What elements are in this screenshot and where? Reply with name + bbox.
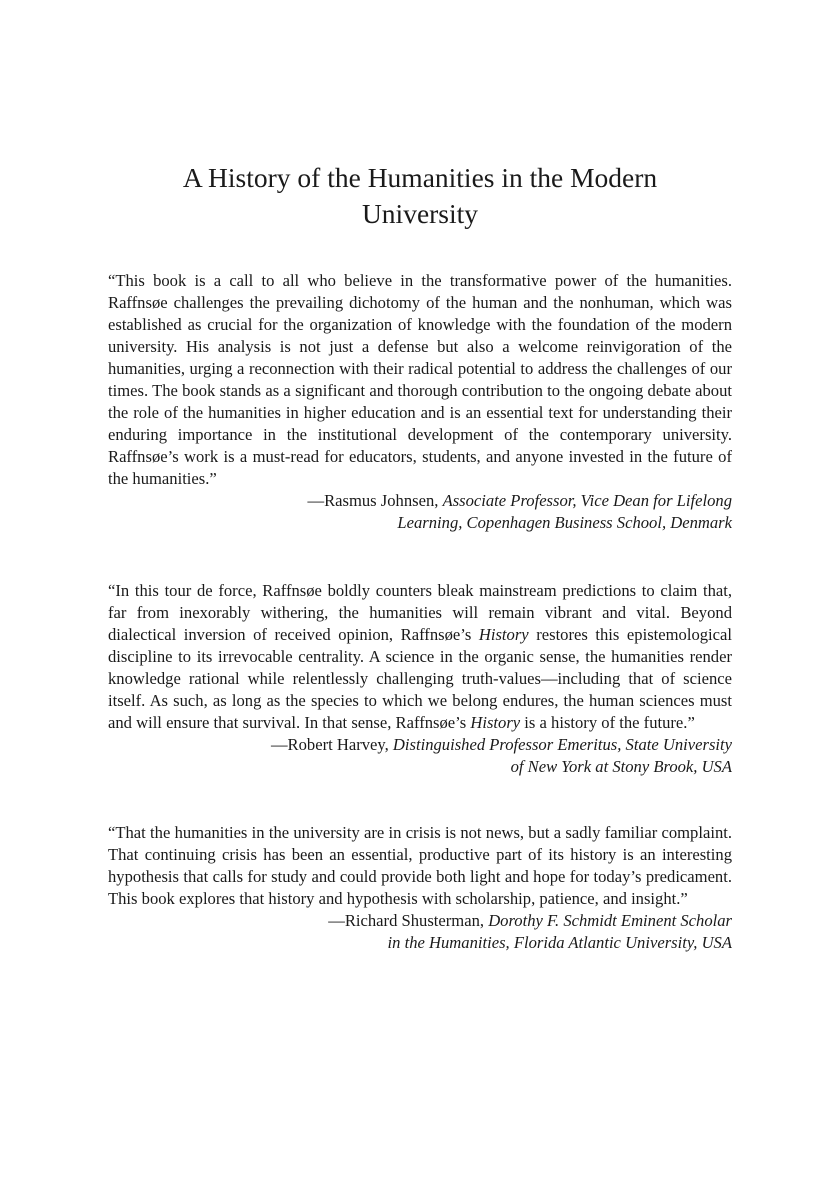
endorsement-author: —Richard Shusterman, — [328, 911, 485, 930]
endorsement-attribution — [108, 910, 732, 954]
endorsement-role-line-1: Distinguished Professor Emeritus, State University — [392, 735, 732, 754]
endorsement-author: —Robert Harvey, — [270, 735, 389, 754]
book-title-italic: History — [478, 625, 529, 644]
quote-text: “In this tour de force, Raffnsøe boldly counters bleak mainstream predictions to claim that, far from inexorably withering, the humanities will remain vibrant and vital. Beyond dialectical inversion of received opinion, Raffnsøe’s — [108, 581, 732, 644]
quote-text: is a history of the future.” — [520, 713, 695, 732]
endorsement-role-line-2: Learning, Copenhagen Business School, Denmark — [397, 513, 732, 532]
endorsement-johnsen — [108, 270, 732, 534]
endorsement-shusterman — [108, 822, 732, 954]
endorsement-harvey — [108, 580, 732, 778]
endorsement-attribution — [108, 490, 732, 534]
endorsement-quote — [108, 580, 732, 734]
title-line-2: University — [361, 198, 479, 229]
book-title-italic: History — [470, 713, 521, 732]
endorsement-quote: “That the humanities in the university are in crisis is not news, but a sadly familiar complaint. That continuing crisis has been an essential, productive part of its history is an interesting hypothesis that calls for study and could provide both light and hope for today’s predicament. This book explores that history and hypothesis with scholarship, patience, and insight.” — [108, 823, 732, 908]
endorsement-role-line-1: Dorothy F. Schmidt Eminent Scholar — [488, 911, 732, 930]
page-title — [108, 160, 732, 232]
endorsement-role-line-1: Associate Professor, Vice Dean for Lifelong — [442, 491, 732, 510]
book-page — [108, 0, 732, 1191]
endorsement-quote: “This book is a call to all who believe in the transformative power of the humanities. Raffnsøe challenges the prevailing dichotomy of the human and the nonhuman, which was established as crucial for the organization of knowledge with the foundation of the modern university. His analysis is not just a defense but also a welcome reinvigoration of the humanities, urging a reconnection with their radical potential to address the challenges of our times. The book stands as a significant and thorough contribution to the ongoing debate about the role of the humanities in higher education and is an essential text for understanding their enduring importance in the institutional development of the contemporary university. Raffnsøe’s work is a must-read for educators, students, and anyone invested in the future of the humanities.” — [108, 271, 732, 488]
endorsement-attribution — [108, 734, 732, 778]
quote-text: restores this epistemological discipline to its irrevocable centrality. A science in the organic sense, the humanities render knowledge rational while relentlessly challenging truth-values—including that of science itself. As such, as long as the species to which we belong endures, the human sciences must and will ensure that survival. In that sense, Raffnsøe’s — [108, 625, 733, 732]
title-line-1: A History of the Humanities in the Modern — [182, 162, 658, 193]
endorsement-role-line-2: in the Humanities, Florida Atlantic University, USA — [387, 933, 732, 952]
endorsement-role-line-2: of New York at Stony Brook, USA — [510, 757, 732, 776]
endorsement-author: —Rasmus Johnsen, — [307, 491, 439, 510]
